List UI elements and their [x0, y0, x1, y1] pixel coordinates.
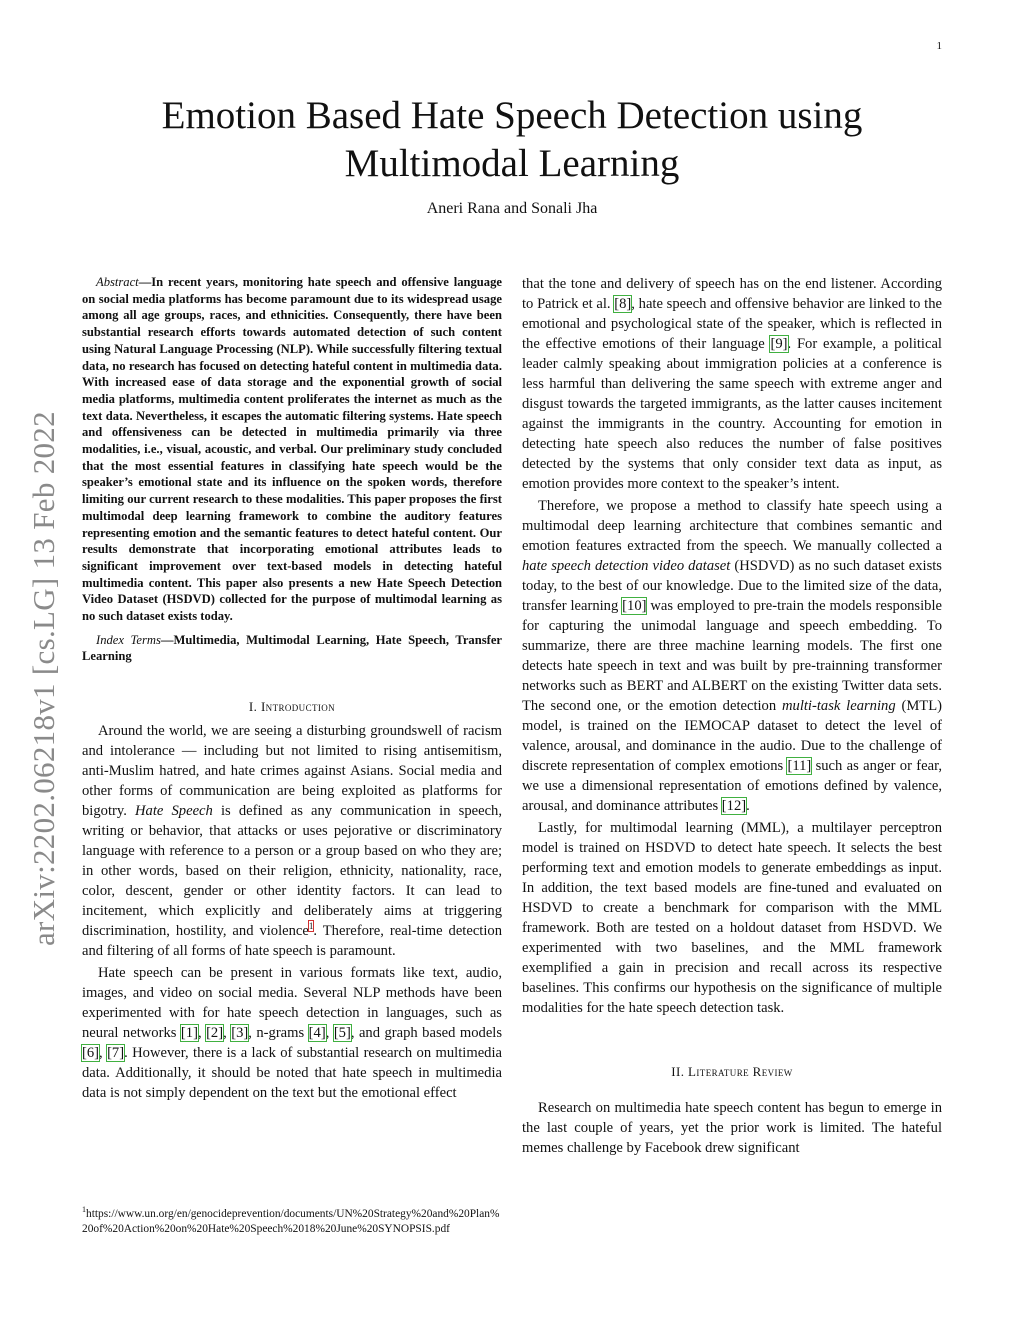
citation-8[interactable]: [8] [614, 296, 632, 312]
text-run: , and graph based models [350, 1025, 503, 1042]
text-run: (HSDVD) as no such dataset exists today, to the best of our knowledge. Due to the limited size of the data, transfer learning [522, 558, 942, 614]
term-mtl: multi-task learning [781, 698, 896, 714]
intro-paragraph-3 [522, 274, 942, 494]
citation-9[interactable]: [9] [770, 336, 788, 352]
text-run: such as anger or fear, we use a dimensional representation of emotions defined by valence, arousal, and dominance attributes [522, 758, 942, 814]
text-run: Therefore, we propose a method to classify hate speech using a multimodal deep learning architecture that combines semantic and emotion features extracted from the speech. We manually collected a [522, 498, 942, 554]
citation-4[interactable]: [4] [308, 1025, 326, 1042]
citation-1[interactable]: [1] [180, 1025, 198, 1042]
literature-paragraph-1: Research on multimedia hate speech content has begun to emerge in the last couple of years, yet the prior work is limited. The hateful memes challenge by Facebook drew significant [522, 1100, 942, 1156]
text-run: , n-grams [248, 1025, 309, 1042]
abstract [82, 274, 502, 625]
intro-paragraph-1 [82, 721, 502, 961]
intro-paragraph-5: Lastly, for multimodal learning (MML), a multilayer perceptron model is trained on HSDVD to detect hate speech. It selects the best performing text and emotion models to generate embeddings as input. In addition, the text based models are fine-tuned and evaluated on HSDVD to create a benchmark for comparison with the MML framework. Both are tested on a holdout dataset from HSDVD. We experimented with two baselines, and the MML framework exemplified a gain in precision and recall across its respective baselines. This confirms our hypothesis on the significance of multiple modalities for the hate speech detection task. [522, 820, 942, 1016]
page-number: 1 [936, 40, 942, 52]
paper-title [82, 92, 942, 188]
text-run: is defined as any communication in speech, writing or behavior, that attacks or uses pejorative or discriminatory language with reference to a person or a group based on who they are; in other words, based on their religion, ethnicity, nationality, race, color, descent, gender or other identity factors. It can lead to incitement, which explicitly and deliberately aims at triggering discrimination, hostility, and violence [82, 803, 502, 940]
section-heading-literature-review: II. Literature Review [671, 1064, 793, 1079]
index-terms-label: Index Terms [96, 632, 161, 647]
citation-5[interactable]: [5] [333, 1025, 351, 1042]
citation-2[interactable]: [2] [206, 1025, 224, 1042]
abstract-text: —In recent years, monitoring hate speech and offensive language on social media platforms has become paramount due to its widespread usage among all age groups, races, and ethnicities. Consequently, there have been substantial research efforts towards automated detection of such content using Natural Language Processing (NLP). While successfully filtering textual data, no research has focused on detecting hateful content in multimedia data. With increased ease of data storage and the exponential growth of social media platforms, multimedia content proliferates the internet as much as the text data. Nevertheless, it escapes the automatic filtering systems. Hate speech and offensiveness can be detected in multimedia primarily via three modalities, i.e., visual, acoustic, and verbal. Our preliminary study concluded that the most essential features in classifying hate speech would be the speaker’s emotional state and its influence on the spoken words, therefore limiting our current research to these modalities. This paper proposes the first multimodal deep learning framework to combine the auditory features representing emotion and the semantic features to detect hateful content. Our results demonstrate that incorporating emotional attributes leads to significant improvement over text-based models in detecting hateful multimedia content. This paper also presents a new Hate Speech Detection Video Dataset (HSDVD) collected for the purpose of multimodal learning as no such dataset exists today. [82, 275, 502, 624]
citation-10[interactable]: [10] [622, 598, 647, 614]
left-column [82, 274, 502, 1103]
text-run: Around the world, we are seeing a disturbing groundswell of racism and intolerance — including but not limited to rising antisemitism, anti-Muslim hatred, and hate crimes against Asians. Social media and other forms of communication are being exploited as platforms for bigotry. [82, 723, 502, 820]
index-terms [82, 632, 502, 665]
text-run: (MTL) model, is trained on the IEMOCAP dataset to detect the level of valence, arousal, and dominance in the audio. Due to the challenge of discrete representation of complex emotions [522, 698, 942, 774]
citation-11[interactable]: [11] [787, 758, 812, 774]
text-run: Hate speech can be present in various formats like text, audio, images, and video on social media. Several NLP methods have been experimented with for hate speech detection in languages, such as neural networks [82, 965, 502, 1042]
text-run: . However, there is a lack of substantial research on multimedia data. Additionally, it should be noted that hate speech in multimedia data is not simply dependent on the text but the emotional effect [82, 1045, 502, 1102]
section-heading-introduction: I. Introduction [248, 699, 336, 715]
text-run: . For example, a political leader calmly speaking about immigration policies at a conference is less harmful than delivering the same speech with extreme anger and disgust towards the targeted immigrants, as the latter causes incitement against the immigrants in the country. Accounting for emotion in detecting hate speech also reduces the number of false positives detected by the systems that only consider text data as input, as emotion provides more context to the speaker’s intent. [522, 336, 942, 492]
title-line-2: Multimodal Learning [344, 142, 680, 185]
text-run: . [746, 798, 750, 814]
index-terms-text: —Multimedia, Multimodal Learning, Hate Speech, Transfer Learning [82, 632, 503, 664]
term-hsdvd: hate speech detection video dataset [522, 558, 731, 574]
text-run: , hate speech and offensive behavior are linked to the emotional and psychological state of the speaker, which is reflected in the effective emotions of their language [522, 296, 942, 352]
citation-7[interactable]: [7] [107, 1045, 125, 1062]
citation-12[interactable]: [12] [721, 798, 747, 814]
citation-6[interactable]: [6] [82, 1045, 100, 1062]
authors: Aneri Rana and Sonali Jha [426, 200, 598, 217]
right-column [522, 274, 942, 1158]
intro-paragraph-4 [522, 496, 942, 816]
arxiv-identifier[interactable]: arXiv:2202.06218v1 [cs.LG] 13 Feb 2022 [26, 411, 61, 946]
footnote-link[interactable]: 1 [308, 921, 314, 932]
term-hate-speech: Hate Speech [135, 803, 213, 820]
text-run: that the tone and delivery of speech has on the end listener. According to Patrick et al. [522, 276, 942, 312]
abstract-label: Abstract [96, 275, 139, 289]
text-run: was employed to pre-train the models responsible for capturing the unimodal language and speech embedding. To summarize, there are three machine learning models. The first one detects hate speech in text and was built by pre-trainning transformer networks such as BERT and ALBERT on the existing Twitter data sets. The second one, or the emotion detection [522, 598, 942, 714]
citation-3[interactable]: [3] [231, 1025, 249, 1042]
footnote [82, 1202, 502, 1237]
footnote-url[interactable]: https://www.un.org/en/genocideprevention/documents/UN%20Strategy%20and%20Plan%20of%20Action%20on%20Hate%20Speech%2018%20June%20SYNOPSIS.pdf [82, 1207, 500, 1235]
title-line-1: Emotion Based Hate Speech Detection using [161, 94, 863, 137]
footnote-mark: 1 [82, 1205, 86, 1214]
text-run: . Therefore, real-time detection and filtering of all forms of hate speech is paramount. [82, 923, 503, 960]
intro-paragraph-2: Hate speech can be present in various formats like text, audio, images, and video on social media. Several NLP methods have been experimented with for hate speech detection in languages, such as neural networks [1], [2], [3], n-grams [4], [5], and graph based models [6], [7]. However, there is a lack of substantial research on multimedia data. Additionally, it should be noted that hate speech in multimedia data is not simply dependent on the text but the emotional effect [82, 965, 503, 1102]
